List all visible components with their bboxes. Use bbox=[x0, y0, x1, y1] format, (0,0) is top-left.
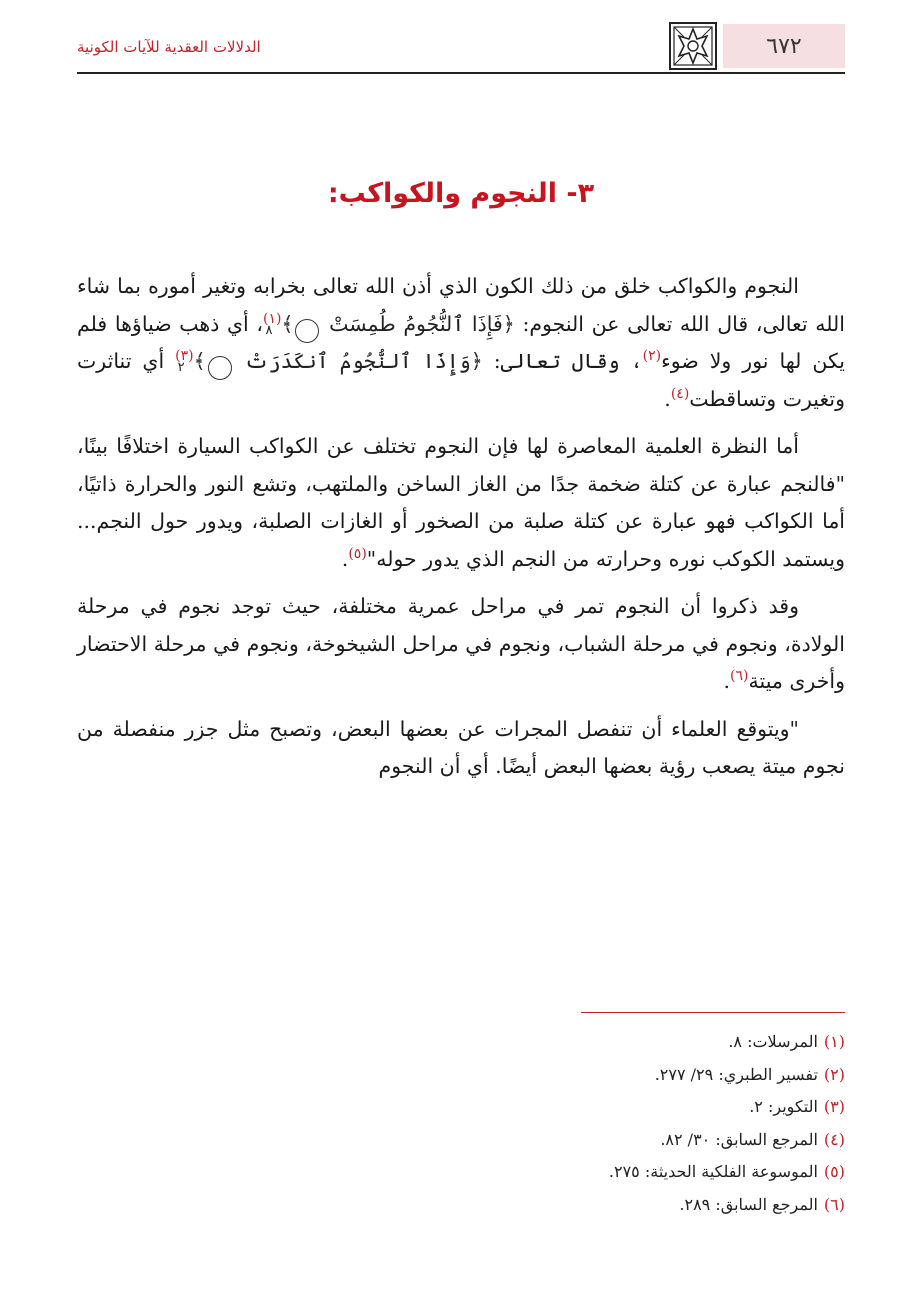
footnote-text: المرسلات: ٨. bbox=[728, 1032, 818, 1051]
footnote-text: الموسوعة الفلكية الحديثة: ٢٧٥. bbox=[608, 1162, 818, 1181]
footnote-text: المرجع السابق: ٢٨٩. bbox=[679, 1194, 818, 1214]
quran-bracket: ﴾ bbox=[193, 349, 206, 373]
paragraph-3 bbox=[77, 588, 845, 701]
text-run: النجوم والكواكب خلق من ذلك الكون الذي أذن الله تعالى بخرابه وتغير أموره بما شاء الله تعالى، قال الله تعالى عن النجوم: bbox=[77, 274, 845, 336]
geometric-star-ornament-icon bbox=[669, 22, 717, 70]
quran-verse-text: ﴿فَإِذَا ٱلنُّجُومُ طُمِسَتْ bbox=[329, 311, 515, 336]
footnote-ref[interactable]: (٥) bbox=[348, 545, 367, 562]
footnote-number: (٣) bbox=[823, 1097, 845, 1116]
footnote-ref[interactable]: (٣) bbox=[175, 348, 194, 364]
footnote-item bbox=[77, 1026, 845, 1059]
footnote-text: تفسير الطبري: ٢٩/ ٢٧٧. bbox=[654, 1064, 818, 1084]
footnote-text: المرجع السابق: ٣٠/ ٨٢. bbox=[660, 1129, 818, 1149]
footnote-ref[interactable]: (٦) bbox=[730, 668, 749, 684]
ayah-number-icon: ٨ bbox=[295, 319, 319, 343]
footnote-ref[interactable]: (١) bbox=[262, 310, 282, 327]
footnote-item bbox=[77, 1059, 845, 1092]
text-run: "ويتوقع العلماء أن تنفصل المجرات عن بعضها البعض، وتصبح مثل جزر منفصلة من نجوم ميتة يصعب رؤية بعضها البعض أيضًا. أي أن النجوم bbox=[77, 716, 845, 778]
text-run: . bbox=[723, 669, 731, 693]
paragraph-4 bbox=[77, 711, 845, 786]
footnote-ref[interactable]: (٤) bbox=[670, 385, 690, 402]
ayah-number-icon: ٢ bbox=[208, 356, 232, 380]
footnote-item bbox=[77, 1091, 845, 1124]
text-run: أما النظرة العلمية المعاصرة لها فإن النجوم تختلف عن الكواكب السيارة اختلافًا بينًا، "فالنجم عبارة عن كتلة ضخمة جدًا من الغاز الساخن والملتهب، وتشع النور والحرارة ذاتيًا، أما الكواكب فهو عبارة عن كتلة صلبة من الصخور أو الغازات الصلبة، ويدور حول النجم... ويستمد الكوكب نوره وحرارته من النجم الذي يدور حوله" bbox=[77, 434, 845, 571]
paragraph-1 bbox=[77, 268, 845, 418]
footnote-ref[interactable]: (٢) bbox=[642, 348, 662, 364]
text-run: . bbox=[341, 546, 349, 571]
quran-verse bbox=[265, 311, 515, 338]
text-run: . bbox=[664, 386, 671, 411]
footnote-number: (٢) bbox=[823, 1064, 845, 1084]
book-page bbox=[77, 0, 845, 1293]
footnote-item bbox=[77, 1156, 845, 1189]
running-title: الدلالات العقدية للآيات الكونية bbox=[77, 38, 261, 56]
footnote-item bbox=[77, 1189, 845, 1222]
header-divider bbox=[77, 72, 845, 74]
page-header bbox=[77, 20, 845, 72]
quran-verse-text: ﴿وَإِذَا ٱلنُّجُومُ ٱنكَدَرَتْ bbox=[244, 349, 483, 373]
footnote-number: (١) bbox=[823, 1032, 845, 1051]
footnote-divider bbox=[581, 1012, 845, 1013]
footnote-text: التكوير: ٢. bbox=[749, 1097, 818, 1116]
text-run: ، وقال تعالى: bbox=[482, 349, 643, 373]
footnote-number: (٤) bbox=[823, 1129, 845, 1149]
footnotes-list bbox=[77, 1026, 845, 1221]
footnote-item bbox=[77, 1124, 845, 1157]
text-run: أي تناثرت وتغيرت وتساقطت bbox=[77, 349, 845, 411]
footnote-number: (٥) bbox=[823, 1162, 845, 1181]
quran-verse bbox=[177, 349, 483, 375]
section-title: ٣- النجوم والكواكب: bbox=[327, 178, 595, 209]
body-text bbox=[77, 268, 845, 786]
page-number: ٦٧٢ bbox=[723, 24, 845, 68]
text-run: وقد ذكروا أن النجوم تمر في مراحل عمرية مختلفة، حيث توجد نجوم في مرحلة الولادة، ونجوم في مرحلة الشباب، ونجوم في مراحل الشيخوخة، ونجوم في مرحلة الاحتضار وأخرى ميتة bbox=[77, 594, 845, 693]
footnote-number: (٦) bbox=[823, 1194, 845, 1214]
paragraph-2 bbox=[77, 428, 845, 578]
text-run: ، أي ذهب ضياؤها فلم يكن لها نور ولا ضوء bbox=[77, 311, 845, 373]
quran-bracket: ﴾ bbox=[281, 311, 294, 336]
